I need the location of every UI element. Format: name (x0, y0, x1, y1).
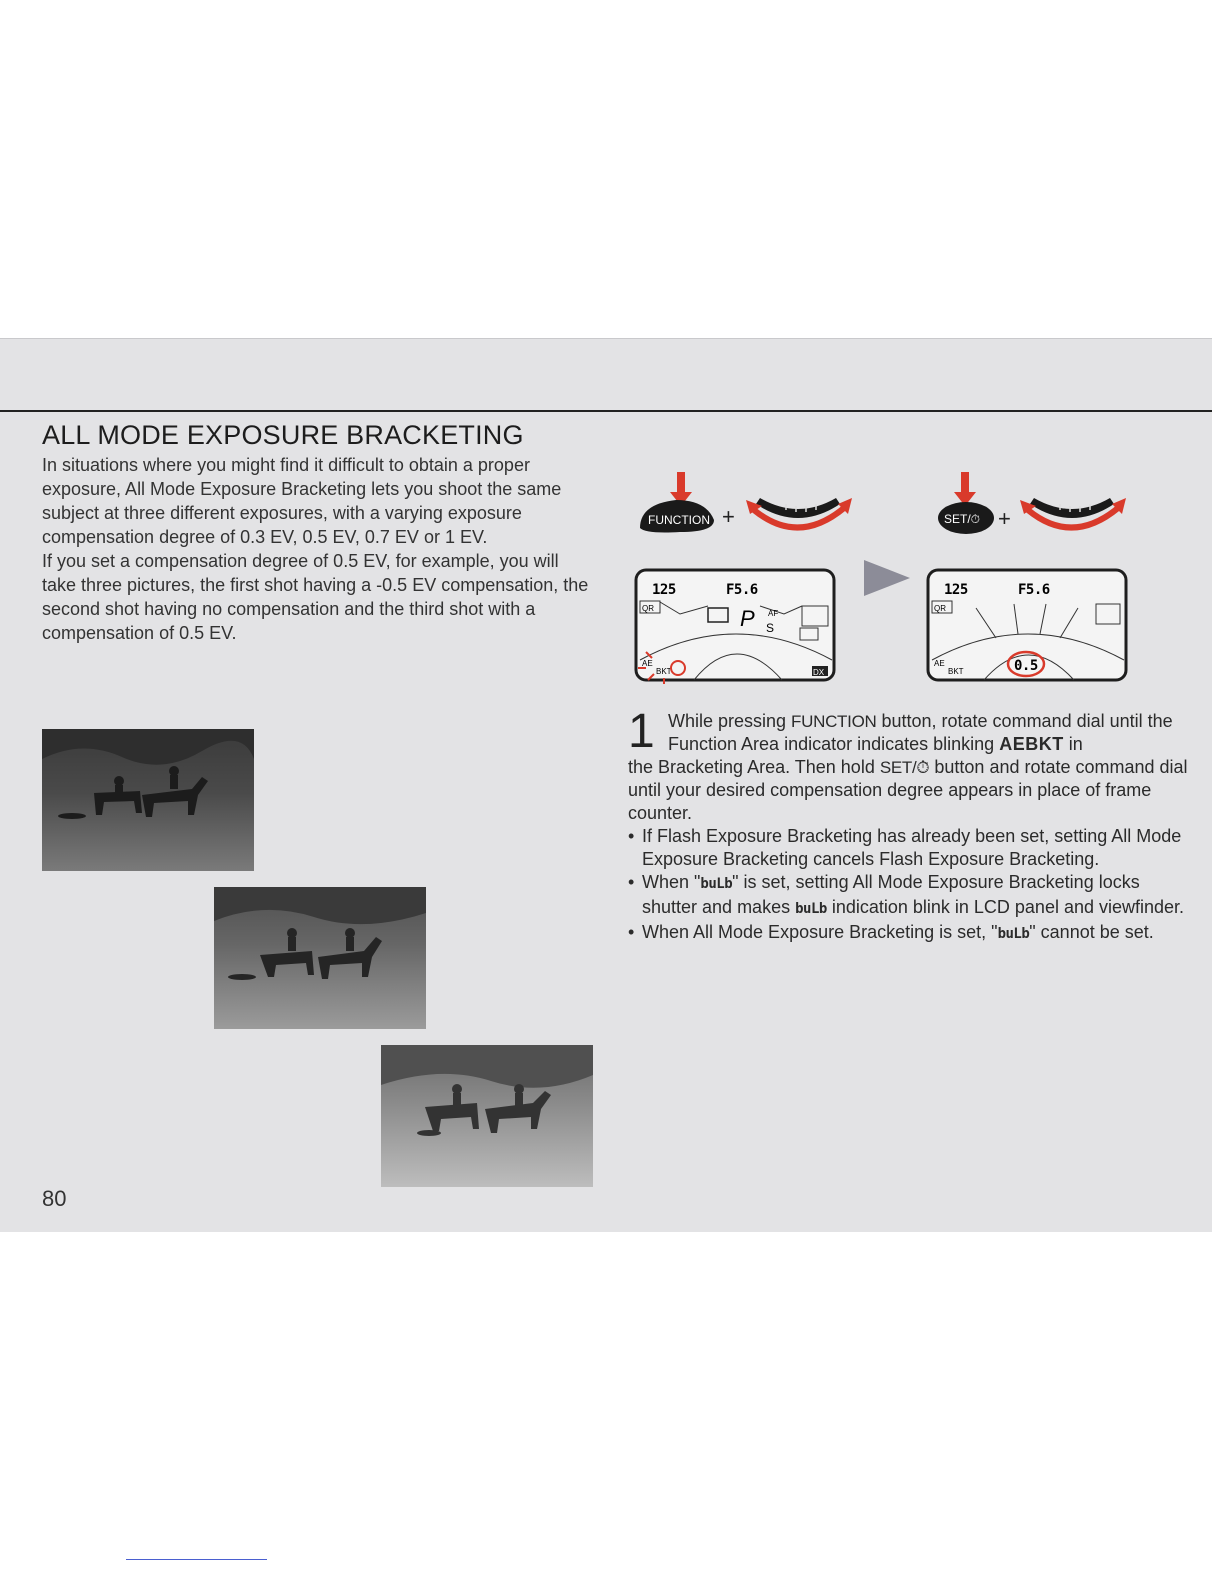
photo-underexposed (42, 729, 254, 871)
aebkt-term: AEBKT (999, 734, 1064, 754)
command-dial-icon (756, 498, 840, 518)
step-text: in (1063, 734, 1083, 754)
header-rule (0, 410, 1212, 412)
lcd-qr: QR (934, 604, 946, 613)
lcd-compensation-value: 0.5 (1014, 658, 1038, 674)
page-number: 80 (42, 1186, 67, 1211)
function-dial-group (636, 470, 856, 540)
step-text: button, rotate command dial until the Function Area indicator indicates blinking (668, 711, 1173, 754)
function-term: FUNCTION (791, 712, 877, 731)
note-text: indication blink in LCD panel and viewfinder. (826, 897, 1185, 917)
page-title: ALL MODE EXPOSURE BRACKETING (42, 420, 524, 450)
function-button-label: FUNCTION (648, 513, 710, 527)
note-text: " is set, setting All Mode Exposure Bracketing locks shutter and makes (642, 872, 1140, 917)
step-text: button and rotate command dial until your desired compensation degree appears in place of frame counter. (628, 757, 1188, 823)
plus-sign: + (722, 504, 735, 529)
bullet: • (628, 872, 635, 892)
note-text: When " (642, 872, 701, 892)
band-edge (0, 338, 1212, 339)
step-text: While pressing (668, 711, 792, 731)
lcd-aperture: F5.6 (726, 582, 758, 598)
lcd-af: AF (768, 609, 779, 618)
bullet: • (628, 826, 635, 846)
footer-link-underline[interactable] (126, 1559, 267, 1560)
step-1-text (628, 707, 1188, 946)
lcd-ae: AE (934, 659, 945, 668)
plus-sign: + (998, 506, 1011, 531)
step-number: 1 (628, 705, 655, 758)
lcd-s: S (766, 621, 775, 635)
bulb-lcd-term: buLb (700, 876, 733, 892)
lcd-qr: QR (642, 604, 654, 613)
lcd-shutter: 125 (652, 582, 676, 598)
lcd-bkt: BKT (948, 667, 964, 676)
lcd-panel-before (634, 568, 838, 689)
bullet: • (628, 922, 635, 942)
down-arrow-icon (954, 472, 976, 506)
next-step-arrow-icon (862, 558, 912, 603)
list-item (628, 921, 1188, 946)
step-first-line (668, 707, 1188, 756)
photo-normal-exposure (214, 887, 426, 1029)
intro-paragraph-1: In situations where you might find it difficult to obtain a proper exposure, All Mode Exposure Bracketing lets you shoot the same subject at three different exposures, with a varying exposure compensation degree of 0.3 EV, 0.5 EV, 0.7 EV or 1 EV. (42, 455, 562, 547)
list-item (628, 871, 1188, 921)
lcd-mode: P (740, 606, 755, 631)
lcd-bkt: BKT (656, 667, 672, 676)
lcd-panel-after (926, 568, 1130, 689)
lcd-shutter: 125 (944, 582, 968, 598)
lcd-dx: DX (813, 668, 825, 677)
lcd-ae: AE (642, 659, 653, 668)
set-dial-group (930, 470, 1130, 540)
lcd-aperture: F5.6 (1018, 582, 1050, 598)
intro-text (42, 453, 592, 645)
intro-paragraph-2: If you set a compensation degree of 0.5 EV, for example, you will take three pictures, the first shot having a -0.5 EV compensation, the second shot having no compensation and the third shot with a compensation of 0.5 EV. (42, 551, 589, 643)
list-item (628, 825, 1188, 871)
step-continued (628, 756, 1188, 825)
command-dial-icon (1030, 498, 1114, 518)
note-text: If Flash Exposure Bracketing has already been set, setting All Mode Exposure Bracketing cancels Flash Exposure Bracketing. (642, 826, 1182, 869)
set-button-label: SET/⏱ (944, 512, 981, 526)
bulb-lcd-term: buLb (795, 901, 827, 917)
photo-overexposed (381, 1045, 593, 1187)
set-term: SET/⏱ (879, 758, 930, 777)
step-text: the Bracketing Area. Then hold (628, 757, 880, 777)
note-list (628, 825, 1188, 946)
note-text: " cannot be set. (1029, 922, 1154, 942)
bulb-lcd-term: buLb (997, 926, 1030, 942)
note-text: When All Mode Exposure Bracketing is set, " (642, 922, 998, 942)
